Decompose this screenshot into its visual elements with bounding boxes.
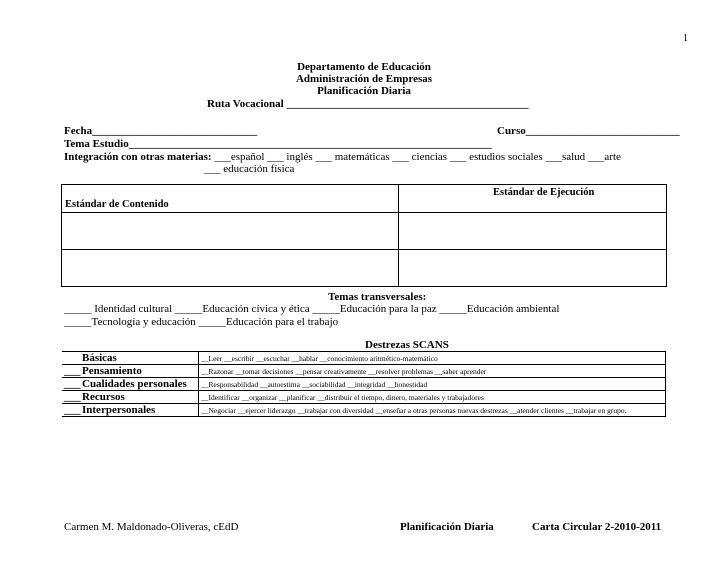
temas-line-1[interactable]: _____ Identidad cultural _____Educación cívica y ética _____Educación para la paz _____Educación ambiental: [64, 303, 560, 315]
estandar-ejecucion-label: Estándar de Ejecución: [493, 187, 595, 198]
estandar-contenido-header-cell: [62, 185, 399, 213]
department-title: Departamento de Educación: [297, 61, 431, 73]
contenido-cell-2[interactable]: [62, 250, 399, 287]
program-title: Administración de Empresas: [295, 73, 433, 85]
scans-category: ___ Cualidades personales: [62, 378, 199, 391]
destrezas-scans-title: Destrezas SCANS: [365, 339, 449, 351]
footer-author: Carmen M. Maldonado-Oliveras, cEdD: [64, 521, 239, 533]
scans-row: [62, 352, 666, 365]
contenido-cell-1[interactable]: [62, 213, 399, 250]
scans-category: ___ Recursos: [62, 391, 199, 404]
curso-field[interactable]: Curso____________________________: [497, 125, 680, 137]
integracion-label: Integración con otras materias:: [64, 151, 212, 163]
scans-items[interactable]: __Leer __escribir __escuchar __hablar __conocimiento aritmético-matemático: [199, 352, 666, 365]
estandar-contenido-label: Estándar de Contenido: [65, 199, 169, 210]
page-number: 1: [683, 33, 688, 44]
scans-row: [62, 404, 666, 417]
temas-line-2[interactable]: _____Tecnología y educación _____Educación para el trabajo: [64, 316, 339, 328]
fecha-field[interactable]: Fecha______________________________: [64, 125, 258, 137]
scans-items[interactable]: __Identificar __organizar __planificar __distribuir el tiempo, dinero, materiales y trabajadores: [199, 391, 666, 404]
integracion-row: [64, 151, 621, 163]
temas-transversales-title: Temas transversales:: [328, 291, 427, 303]
scans-items[interactable]: __Responsabilidad __autoestima __sociabilidad __integridad __honestidad: [199, 378, 666, 391]
ejecucion-cell-1[interactable]: [399, 213, 667, 250]
scans-row: [62, 365, 666, 378]
ejecucion-cell-2[interactable]: [399, 250, 667, 287]
document-title: Planificación Diaria: [317, 85, 411, 97]
scans-items[interactable]: __Razonar __tomar decisiones __pensar creativamente __resolver problemas __saber aprender: [199, 365, 666, 378]
scans-row: [62, 391, 666, 404]
ruta-vocacional-field[interactable]: Ruta Vocacional ____________________________________________: [207, 98, 529, 110]
integracion-options-2[interactable]: ___ educación física: [204, 163, 295, 175]
integracion-options[interactable]: ___español ___ inglés ___ matemáticas ___ ciencias ___ estudios sociales ___salud ___arte: [214, 151, 621, 163]
scans-category: ___ Interpersonales: [62, 404, 199, 417]
tema-estudio-field[interactable]: Tema Estudio__________________________________________________________________: [64, 138, 492, 150]
estandar-ejecucion-header-cell: [399, 185, 667, 213]
scans-row: [62, 378, 666, 391]
scans-items[interactable]: __Negociar __ejercer liderazgo __trabajar con diversidad __enseñar a otras personas nuevas destrezas __atender clientes __trabajar en grupo.: [199, 404, 666, 417]
scans-table: [62, 351, 666, 417]
footer-carta-circular: Carta Circular 2-2010-2011: [532, 521, 662, 533]
standards-table: [61, 184, 667, 287]
footer-document-name: Planificación Diaria: [400, 521, 494, 533]
scans-category: ___ Pensamiento: [62, 365, 199, 378]
scans-category: Básicas: [62, 352, 199, 365]
